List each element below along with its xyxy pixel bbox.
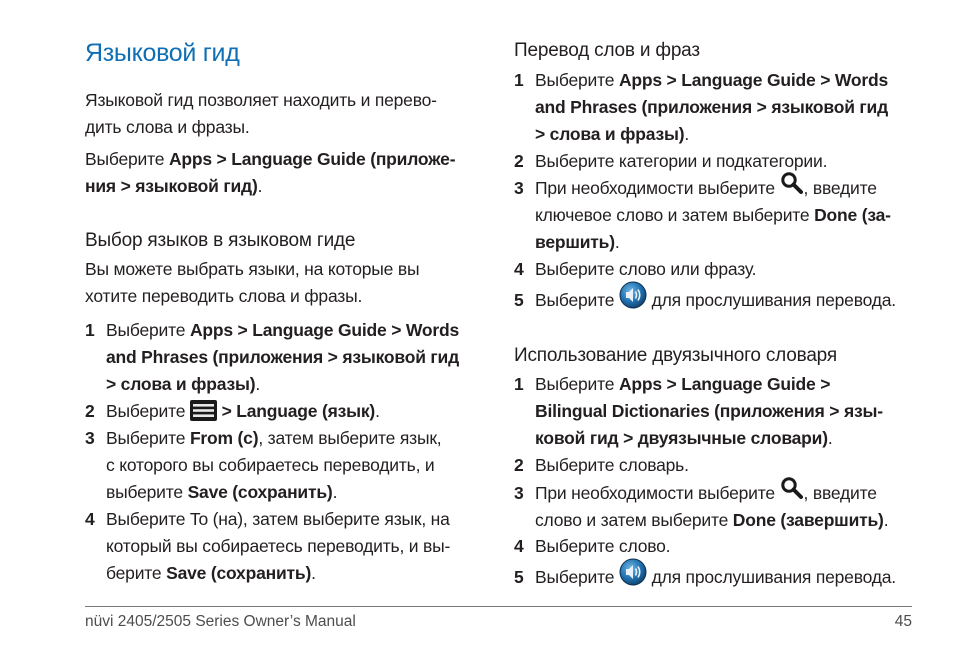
- speaker-icon: [619, 281, 647, 309]
- search-icon: [780, 171, 804, 195]
- step-text: [535, 287, 896, 315]
- section-heading-select-languages: Выбор языков в языковом гиде: [85, 230, 356, 251]
- footer-divider: [85, 606, 912, 607]
- select-instruction: [85, 146, 455, 200]
- step-plain: Выберите: [106, 401, 190, 421]
- step-path: Bilingual Dictionaries (приложения > язы-: [535, 401, 883, 421]
- step-number: 1: [514, 70, 524, 90]
- step-text: Выберите словарь.: [535, 455, 689, 475]
- step-text: [535, 564, 896, 592]
- select-path: Apps > Language Guide (приложе-: [168, 149, 456, 169]
- step-number: 5: [514, 290, 524, 310]
- select-suffix: .: [257, 176, 263, 196]
- step-plain: .: [311, 563, 316, 583]
- step-path: and Phrases (приложения > языковой гид: [535, 97, 888, 117]
- step-plain: Выберите: [535, 290, 619, 310]
- step-number: 1: [85, 320, 95, 340]
- select-path: ния > языковой гид): [85, 176, 258, 196]
- step-plain: При необходимости выберите: [535, 178, 780, 198]
- step-plain: При необходимости выберите: [535, 483, 780, 503]
- step-plain: Выберите: [535, 70, 619, 90]
- step-plain: выберите: [106, 482, 188, 502]
- section-heading-translate: Перевод слов и фраз: [514, 40, 700, 61]
- step-path: Apps > Language Guide > Words: [189, 320, 459, 340]
- step-path: > слова и фразы): [106, 374, 256, 394]
- step-number: 4: [85, 509, 95, 529]
- step-plain: слово и затем выберите: [535, 510, 733, 530]
- step-path: вершить): [535, 232, 615, 252]
- speaker-icon: [619, 558, 647, 586]
- step-number: 4: [514, 259, 524, 279]
- step-plain: с которого вы собираетесь переводить, и: [106, 455, 435, 475]
- step-plain: .: [827, 428, 833, 448]
- page-number: 45: [894, 613, 912, 630]
- step-plain: .: [332, 482, 338, 502]
- section-line: хотите переводить слова и фразы.: [85, 286, 363, 306]
- step-plain: .: [255, 374, 261, 394]
- step-number: 2: [514, 151, 524, 171]
- intro-line: Языковой гид позволяет находить и перево-: [85, 90, 437, 110]
- menu-icon: [190, 400, 217, 421]
- select-prefix: Выберите: [85, 149, 169, 169]
- step-text: Выберите слово.: [535, 536, 671, 556]
- step-text: [535, 67, 888, 148]
- step-path: and Phrases (приложения > языковой гид: [106, 347, 459, 367]
- step-path: Done (за-: [814, 205, 891, 225]
- section-line: Вы можете выбрать языки, на которые вы: [85, 259, 420, 279]
- step-number: 1: [514, 374, 524, 394]
- step-path: Apps > Language Guide >: [618, 374, 831, 394]
- search-icon: [780, 476, 804, 500]
- step-text: [535, 371, 883, 452]
- step-path: Apps > Language Guide > Words: [618, 70, 888, 90]
- step-text: [106, 425, 441, 506]
- step-plain: .: [614, 232, 620, 252]
- step-plain: Выберите: [535, 567, 619, 587]
- step-plain: берите: [106, 563, 167, 583]
- step-text: [106, 506, 450, 587]
- step-number: 4: [514, 536, 524, 556]
- step-plain: Выберите: [535, 374, 619, 394]
- step-plain: , введите: [803, 483, 877, 503]
- step-text: Выберите слово или фразу.: [535, 259, 757, 279]
- step-text: [106, 317, 459, 398]
- section-paragraph: [85, 256, 419, 310]
- step-plain: .: [375, 401, 380, 421]
- step-text: [535, 480, 888, 534]
- step-text: Выберите категории и подкатегории.: [535, 151, 828, 171]
- step-number: 3: [85, 428, 95, 448]
- step-path: > слова и фразы): [535, 124, 685, 144]
- step-plain: который вы собираетесь переводить, и вы-: [106, 536, 451, 556]
- step-plain: Выберите: [106, 428, 190, 448]
- step-plain: .: [684, 124, 690, 144]
- step-number: 5: [514, 567, 524, 587]
- step-number: 3: [514, 483, 524, 503]
- step-plain: Выберите: [106, 320, 190, 340]
- step-path: From (с): [189, 428, 259, 448]
- section-heading-bilingual-dictionary: Использование двуязычного словаря: [514, 345, 837, 366]
- step-path: > Language (язык): [216, 401, 376, 421]
- step-plain: для прослушивания перевода.: [646, 290, 896, 310]
- intro-line: дить слова и фразы.: [85, 117, 250, 137]
- footer-manual-title: nüvi 2405/2505 Series Owner’s Manual: [85, 613, 356, 630]
- step-text: [535, 175, 891, 256]
- step-plain: Выберите To (на), затем выберите язык, на: [106, 509, 450, 529]
- step-number: 2: [85, 401, 95, 421]
- step-plain: , затем выберите язык,: [258, 428, 442, 448]
- step-plain: , введите: [803, 178, 877, 198]
- step-plain: для прослушивания перевода.: [646, 567, 896, 587]
- step-path: Save (сохранить): [187, 482, 333, 502]
- step-path: Save (сохранить): [166, 563, 312, 583]
- page-title: Языковой гид: [85, 39, 240, 67]
- step-plain: .: [883, 510, 889, 530]
- intro-paragraph: [85, 87, 437, 141]
- step-text: [106, 398, 380, 425]
- step-number: 2: [514, 455, 524, 475]
- step-path: ковой гид > двуязычные словари): [535, 428, 828, 448]
- step-plain: ключевое слово и затем выберите: [535, 205, 815, 225]
- step-path: Done (завершить): [732, 510, 884, 530]
- step-number: 3: [514, 178, 524, 198]
